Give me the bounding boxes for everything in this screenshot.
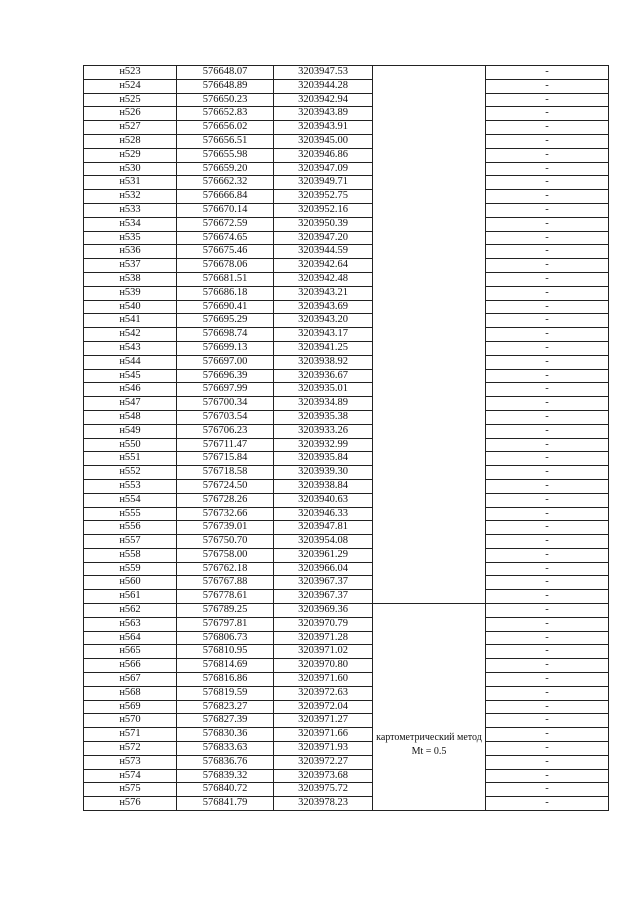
description-cell: - [486,797,609,811]
x-coordinate-cell: 576672.59 [177,217,274,231]
y-coordinate-cell: 3203943.20 [274,314,373,328]
point-name-cell: н566 [84,659,177,673]
description-cell: - [486,190,609,204]
table-row [84,314,609,328]
point-name-cell: н524 [84,79,177,93]
table-row [84,700,609,714]
x-coordinate-cell: 576718.58 [177,466,274,480]
point-name-cell: н530 [84,162,177,176]
x-coordinate-cell: 576666.84 [177,190,274,204]
description-cell: - [486,576,609,590]
point-name-cell: н532 [84,190,177,204]
table-row [84,341,609,355]
point-name-cell: н559 [84,562,177,576]
y-coordinate-cell: 3203944.28 [274,79,373,93]
table-row [84,673,609,687]
y-coordinate-cell: 3203971.28 [274,631,373,645]
table-row [84,328,609,342]
y-coordinate-cell: 3203971.02 [274,645,373,659]
y-coordinate-cell: 3203936.67 [274,369,373,383]
point-name-cell: н558 [84,548,177,562]
table-row [84,645,609,659]
y-coordinate-cell: 3203943.69 [274,300,373,314]
y-coordinate-cell: 3203972.04 [274,700,373,714]
description-cell: - [486,272,609,286]
y-coordinate-cell: 3203935.01 [274,383,373,397]
table-row [84,797,609,811]
x-coordinate-cell: 576695.29 [177,314,274,328]
x-coordinate-cell: 576724.50 [177,479,274,493]
x-coordinate-cell: 576806.73 [177,631,274,645]
point-name-cell: н564 [84,631,177,645]
table-row [84,769,609,783]
table-row [84,410,609,424]
description-cell: - [486,562,609,576]
y-coordinate-cell: 3203952.75 [274,190,373,204]
description-cell: - [486,121,609,135]
y-coordinate-cell: 3203946.33 [274,507,373,521]
x-coordinate-cell: 576706.23 [177,424,274,438]
point-name-cell: н542 [84,328,177,342]
point-name-cell: н548 [84,410,177,424]
x-coordinate-cell: 576699.13 [177,341,274,355]
y-coordinate-cell: 3203972.63 [274,686,373,700]
x-coordinate-cell: 576833.63 [177,742,274,756]
point-name-cell: н551 [84,452,177,466]
point-name-cell: н554 [84,493,177,507]
y-coordinate-cell: 3203971.27 [274,714,373,728]
description-cell: - [486,286,609,300]
point-name-cell: н526 [84,107,177,121]
y-coordinate-cell: 3203945.00 [274,134,373,148]
x-coordinate-cell: 576750.70 [177,535,274,549]
table-row [84,259,609,273]
description-cell: - [486,176,609,190]
x-coordinate-cell: 576836.76 [177,755,274,769]
x-coordinate-cell: 576732.66 [177,507,274,521]
table-row [84,631,609,645]
description-cell: - [486,783,609,797]
table-row [84,576,609,590]
description-cell: - [486,300,609,314]
table-row [84,617,609,631]
x-coordinate-cell: 576827.39 [177,714,274,728]
y-coordinate-cell: 3203940.63 [274,493,373,507]
point-name-cell: н534 [84,217,177,231]
y-coordinate-cell: 3203961.29 [274,548,373,562]
description-cell: - [486,355,609,369]
point-name-cell: н543 [84,341,177,355]
x-coordinate-cell: 576797.81 [177,617,274,631]
y-coordinate-cell: 3203942.64 [274,259,373,273]
table-row [84,562,609,576]
table-row [84,397,609,411]
description-cell: - [486,645,609,659]
point-name-cell: н523 [84,66,177,80]
x-coordinate-cell: 576674.65 [177,231,274,245]
y-coordinate-cell: 3203971.93 [274,742,373,756]
table-row [84,79,609,93]
x-coordinate-cell: 576698.74 [177,328,274,342]
x-coordinate-cell: 576656.51 [177,134,274,148]
table-row [84,493,609,507]
x-coordinate-cell: 576662.32 [177,176,274,190]
point-name-cell: н555 [84,507,177,521]
table-row [84,245,609,259]
table-row [84,203,609,217]
x-coordinate-cell: 576681.51 [177,272,274,286]
description-cell: - [486,714,609,728]
table-row [84,162,609,176]
x-coordinate-cell: 576810.95 [177,645,274,659]
table-row [84,479,609,493]
table-row [84,93,609,107]
x-coordinate-cell: 576670.14 [177,203,274,217]
table-row [84,300,609,314]
description-cell: - [486,245,609,259]
description-cell: - [486,217,609,231]
point-name-cell: н527 [84,121,177,135]
y-coordinate-cell: 3203971.60 [274,673,373,687]
table-row [84,728,609,742]
table-row [84,548,609,562]
table-row [84,659,609,673]
table-row [84,604,609,618]
description-cell: - [486,397,609,411]
point-name-cell: н567 [84,673,177,687]
point-name-cell: н546 [84,383,177,397]
description-cell: - [486,134,609,148]
description-cell: - [486,548,609,562]
description-cell: - [486,231,609,245]
y-coordinate-cell: 3203969.36 [274,604,373,618]
x-coordinate-cell: 576655.98 [177,148,274,162]
point-name-cell: н552 [84,466,177,480]
y-coordinate-cell: 3203941.25 [274,341,373,355]
table-row [84,535,609,549]
y-coordinate-cell: 3203935.84 [274,452,373,466]
point-name-cell: н570 [84,714,177,728]
y-coordinate-cell: 3203975.72 [274,783,373,797]
y-coordinate-cell: 3203947.81 [274,521,373,535]
description-cell: - [486,148,609,162]
description-cell: - [486,521,609,535]
table-row [84,176,609,190]
x-coordinate-cell: 576711.47 [177,438,274,452]
x-coordinate-cell: 576678.06 [177,259,274,273]
x-coordinate-cell: 576703.54 [177,410,274,424]
table-row [84,590,609,604]
table-row [84,755,609,769]
method-cell-empty [373,66,486,604]
description-cell: - [486,686,609,700]
point-name-cell: н565 [84,645,177,659]
description-cell: - [486,507,609,521]
point-name-cell: н531 [84,176,177,190]
x-coordinate-cell: 576739.01 [177,521,274,535]
y-coordinate-cell: 3203949.71 [274,176,373,190]
y-coordinate-cell: 3203947.53 [274,66,373,80]
x-coordinate-cell: 576648.89 [177,79,274,93]
description-cell: - [486,604,609,618]
x-coordinate-cell: 576778.61 [177,590,274,604]
table-row [84,148,609,162]
y-coordinate-cell: 3203938.84 [274,479,373,493]
table-row [84,107,609,121]
x-coordinate-cell: 576697.99 [177,383,274,397]
y-coordinate-cell: 3203943.91 [274,121,373,135]
point-name-cell: н563 [84,617,177,631]
description-cell: - [486,259,609,273]
point-name-cell: н537 [84,259,177,273]
x-coordinate-cell: 576652.83 [177,107,274,121]
y-coordinate-cell: 3203971.66 [274,728,373,742]
point-name-cell: н550 [84,438,177,452]
x-coordinate-cell: 576839.32 [177,769,274,783]
point-name-cell: н528 [84,134,177,148]
description-cell: - [486,341,609,355]
x-coordinate-cell: 576758.00 [177,548,274,562]
description-cell: - [486,700,609,714]
y-coordinate-cell: 3203942.94 [274,93,373,107]
point-name-cell: н535 [84,231,177,245]
point-name-cell: н553 [84,479,177,493]
table-row [84,369,609,383]
description-cell: - [486,466,609,480]
y-coordinate-cell: 3203973.68 [274,769,373,783]
table-row [84,714,609,728]
x-coordinate-cell: 576715.84 [177,452,274,466]
y-coordinate-cell: 3203939.30 [274,466,373,480]
description-cell: - [486,107,609,121]
x-coordinate-cell: 576830.36 [177,728,274,742]
table-row [84,272,609,286]
x-coordinate-cell: 576728.26 [177,493,274,507]
y-coordinate-cell: 3203978.23 [274,797,373,811]
y-coordinate-cell: 3203972.27 [274,755,373,769]
point-name-cell: н573 [84,755,177,769]
point-name-cell: н547 [84,397,177,411]
description-cell: - [486,383,609,397]
y-coordinate-cell: 3203934.89 [274,397,373,411]
point-name-cell: н575 [84,783,177,797]
point-name-cell: н576 [84,797,177,811]
y-coordinate-cell: 3203947.09 [274,162,373,176]
point-name-cell: н574 [84,769,177,783]
description-cell: - [486,314,609,328]
point-name-cell: н549 [84,424,177,438]
description-cell: - [486,673,609,687]
point-name-cell: н536 [84,245,177,259]
table-row [84,286,609,300]
point-name-cell: н561 [84,590,177,604]
x-coordinate-cell: 576700.34 [177,397,274,411]
description-cell: - [486,535,609,549]
y-coordinate-cell: 3203942.48 [274,272,373,286]
point-name-cell: н556 [84,521,177,535]
point-name-cell: н538 [84,272,177,286]
table-row [84,383,609,397]
table-row [84,521,609,535]
description-cell: - [486,479,609,493]
x-coordinate-cell: 576840.72 [177,783,274,797]
point-name-cell: н541 [84,314,177,328]
x-coordinate-cell: 576650.23 [177,93,274,107]
x-coordinate-cell: 576816.86 [177,673,274,687]
description-cell: - [486,203,609,217]
point-name-cell: н539 [84,286,177,300]
description-cell: - [486,438,609,452]
x-coordinate-cell: 576686.18 [177,286,274,300]
description-cell: - [486,93,609,107]
description-cell: - [486,493,609,507]
y-coordinate-cell: 3203935.38 [274,410,373,424]
x-coordinate-cell: 576814.69 [177,659,274,673]
y-coordinate-cell: 3203950.39 [274,217,373,231]
description-cell: - [486,631,609,645]
table-row [84,452,609,466]
table-row [84,121,609,135]
point-name-cell: н525 [84,93,177,107]
y-coordinate-cell: 3203946.86 [274,148,373,162]
description-cell: - [486,755,609,769]
y-coordinate-cell: 3203967.37 [274,590,373,604]
table-row [84,466,609,480]
description-cell: - [486,728,609,742]
x-coordinate-cell: 576696.39 [177,369,274,383]
y-coordinate-cell: 3203933.26 [274,424,373,438]
y-coordinate-cell: 3203954.08 [274,535,373,549]
description-cell: - [486,452,609,466]
x-coordinate-cell: 576697.00 [177,355,274,369]
y-coordinate-cell: 3203966.04 [274,562,373,576]
x-coordinate-cell: 576819.59 [177,686,274,700]
y-coordinate-cell: 3203952.16 [274,203,373,217]
description-cell: - [486,369,609,383]
table-row [84,355,609,369]
point-name-cell: н544 [84,355,177,369]
point-name-cell: н571 [84,728,177,742]
point-name-cell: н572 [84,742,177,756]
y-coordinate-cell: 3203967.37 [274,576,373,590]
table-row [84,783,609,797]
x-coordinate-cell: 576762.18 [177,562,274,576]
y-coordinate-cell: 3203970.79 [274,617,373,631]
table-row [84,231,609,245]
point-name-cell: н568 [84,686,177,700]
y-coordinate-cell: 3203943.21 [274,286,373,300]
point-name-cell: н533 [84,203,177,217]
x-coordinate-cell: 576823.27 [177,700,274,714]
y-coordinate-cell: 3203944.59 [274,245,373,259]
description-cell: - [486,742,609,756]
x-coordinate-cell: 576789.25 [177,604,274,618]
point-name-cell: н545 [84,369,177,383]
point-name-cell: н569 [84,700,177,714]
description-cell: - [486,424,609,438]
method-label-cell: картометрический метод Mt = 0.5 [373,604,486,811]
table-row [84,742,609,756]
point-name-cell: н529 [84,148,177,162]
x-coordinate-cell: 576648.07 [177,66,274,80]
table-row [84,438,609,452]
table-row [84,217,609,231]
table-body [84,66,609,811]
table-row [84,190,609,204]
description-cell: - [486,590,609,604]
description-cell: - [486,410,609,424]
point-name-cell: н540 [84,300,177,314]
description-cell: - [486,328,609,342]
x-coordinate-cell: 576675.46 [177,245,274,259]
point-name-cell: н560 [84,576,177,590]
description-cell: - [486,769,609,783]
y-coordinate-cell: 3203943.89 [274,107,373,121]
table-row [84,424,609,438]
table-row [84,66,609,80]
y-coordinate-cell: 3203932.99 [274,438,373,452]
description-cell: - [486,162,609,176]
x-coordinate-cell: 576690.41 [177,300,274,314]
y-coordinate-cell: 3203970.80 [274,659,373,673]
y-coordinate-cell: 3203938.92 [274,355,373,369]
table-row [84,686,609,700]
coordinates-table [83,65,609,811]
description-cell: - [486,79,609,93]
table-row [84,507,609,521]
description-cell: - [486,659,609,673]
y-coordinate-cell: 3203943.17 [274,328,373,342]
x-coordinate-cell: 576841.79 [177,797,274,811]
point-name-cell: н557 [84,535,177,549]
x-coordinate-cell: 576656.02 [177,121,274,135]
point-name-cell: н562 [84,604,177,618]
x-coordinate-cell: 576767.88 [177,576,274,590]
y-coordinate-cell: 3203947.20 [274,231,373,245]
table-row [84,134,609,148]
description-cell: - [486,66,609,80]
description-cell: - [486,617,609,631]
x-coordinate-cell: 576659.20 [177,162,274,176]
